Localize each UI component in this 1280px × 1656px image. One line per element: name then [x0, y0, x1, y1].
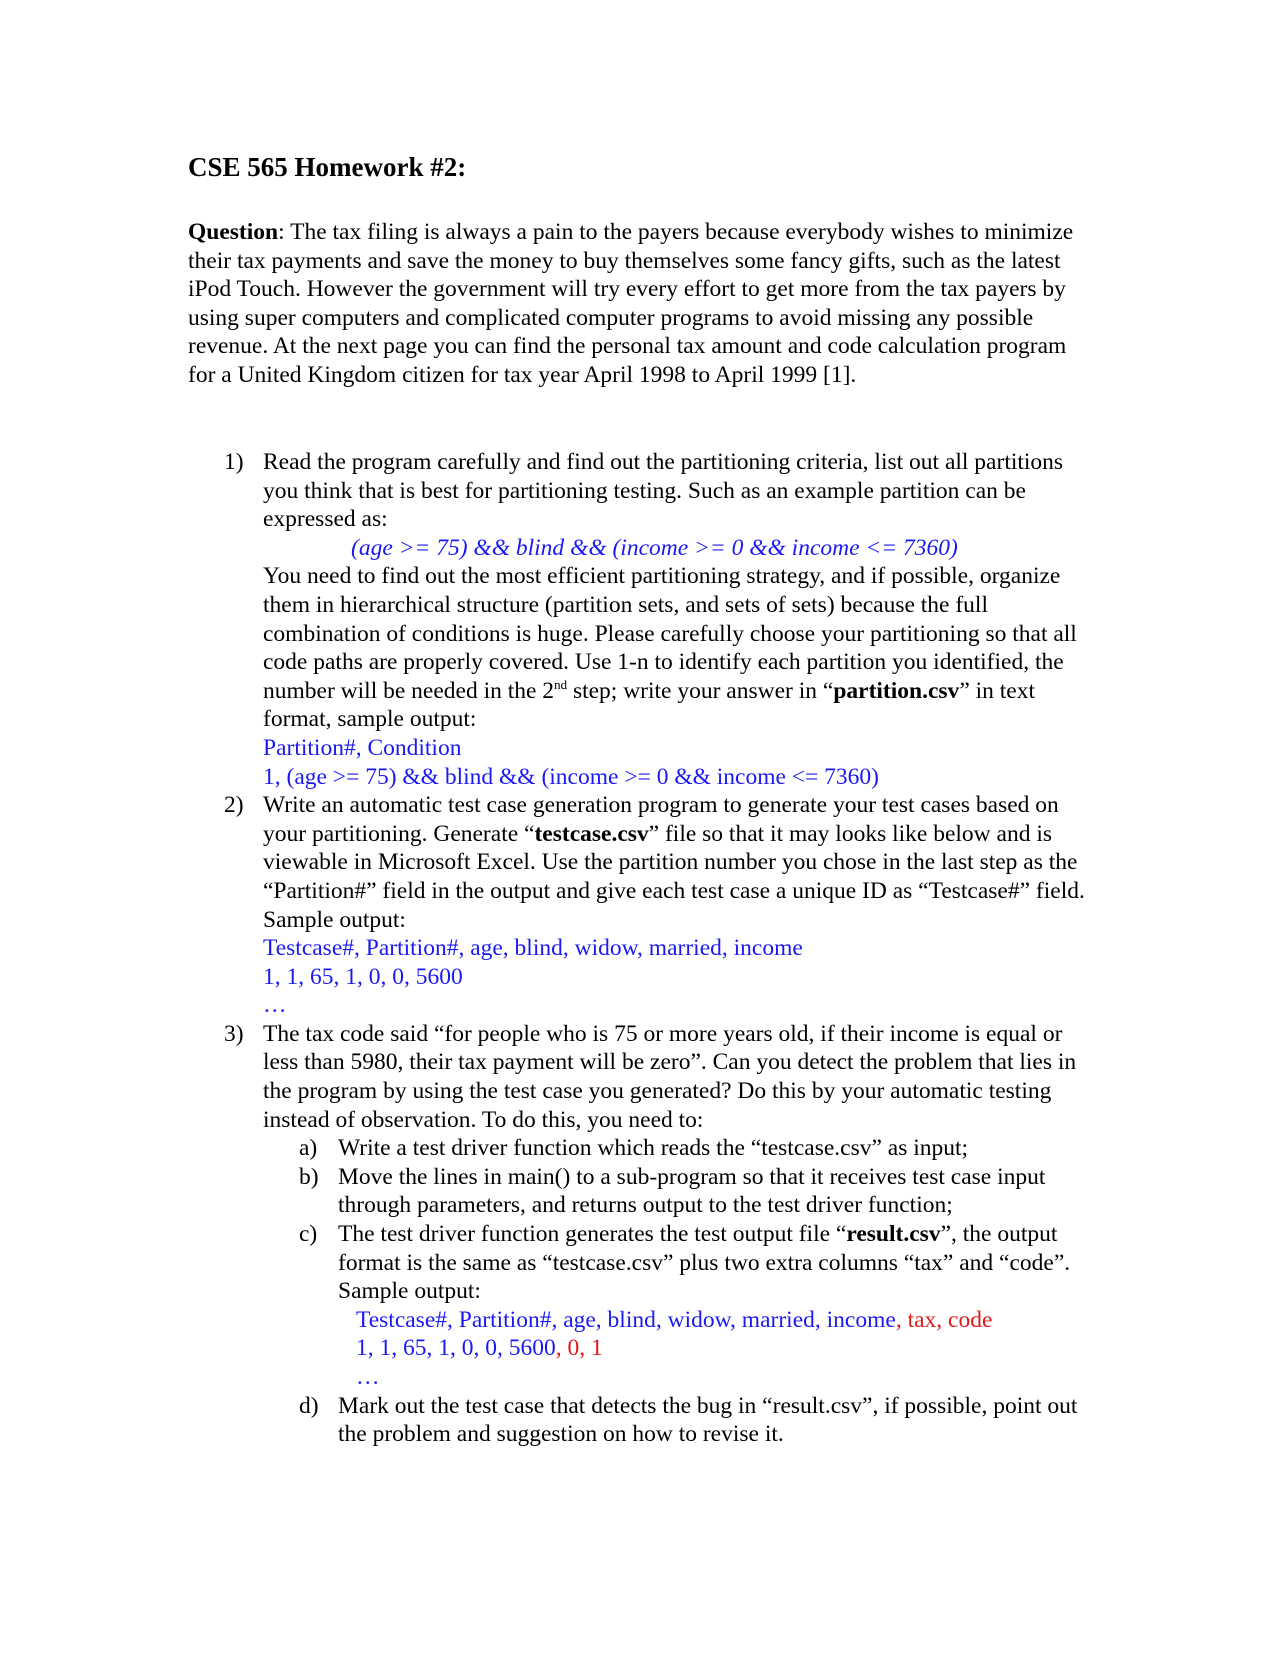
- q2-sample-row: 1, 1, 65, 1, 0, 0, 5600: [263, 963, 463, 990]
- question-label: Question: [188, 219, 279, 245]
- q3-sub-item-a-text: Write a test driver function which reads the “testcase.csv” as input;: [338, 1135, 969, 1162]
- list-item-3: [188, 1020, 1088, 1449]
- q1-file-name: partition.csv: [833, 677, 960, 704]
- list-item-2: [188, 791, 1088, 1020]
- q1-example-expression: (age >= 75) && blind && (income >= 0 && income <= 7360): [351, 534, 958, 561]
- q1-p2-part-c: ” in text format, sample output:: [263, 677, 1036, 733]
- list-item-3-number: 3): [224, 1020, 244, 1047]
- intro-text: : The tax filing is always a pain to the payers because everybody wishes to minimize their tax payments and save the money to buy themselves some fancy gifts, such as the latest iPod Touch. However the government will try every effort to get more from the tax payers by using super computers and complicated computer programs to avoid missing any possible revenue. At the next page you can find the personal tax amount and code calculation program for a United Kingdom citizen for tax year April 1998 to April 1999 [1].: [188, 219, 1074, 388]
- q3-c-sample-row: [338, 1334, 1088, 1363]
- q3-sub-item-a-number: a): [299, 1135, 318, 1162]
- intro-paragraph: [188, 218, 1088, 390]
- q3-sub-item-c-number: c): [299, 1221, 318, 1248]
- q3-sub-item-b: [263, 1163, 1088, 1220]
- q1-paragraph-1: Read the program carefully and find out the partitioning criteria, list out all partitions you think that is best for partitioning testing. Such as an example partition can be expressed as:: [263, 449, 1064, 533]
- q3-c-header-blue: Testcase#, Partition#, age, blind, widow, married, income: [356, 1306, 896, 1333]
- q3-c-part-a: The test driver function generates the test output file “: [338, 1221, 847, 1248]
- q2-file-name: testcase.csv: [534, 820, 649, 847]
- q2-paragraph: [263, 791, 1088, 934]
- q3-sub-item-b-text: Move the lines in main() to a sub-program so that it receives test case input through parameters, and returns output to the test driver function;: [338, 1163, 1046, 1219]
- q1-p2-superscript: nd: [554, 676, 568, 692]
- question-list: [188, 448, 1088, 1449]
- q2-p1-part-a: Write an automatic test case generation program to generate your test cases based on your partitioning. Generate “: [263, 792, 1059, 847]
- q1-paragraph-2: [263, 562, 1088, 734]
- q3-sub-item-d: [263, 1392, 1088, 1449]
- q3-c-row-blue: 1, 1, 65, 1, 0, 0, 5600: [356, 1335, 556, 1362]
- q2-ellipsis: …: [263, 992, 287, 1019]
- q3-sub-item-d-number: d): [299, 1392, 319, 1419]
- q3-c-part-b: ”, the output format is the same as “testcase.csv” plus two extra columns “tax” and “code”. Sample output:: [338, 1221, 1071, 1305]
- q3-c-row-red: , 0, 1: [555, 1335, 603, 1362]
- q1-p2-part-a: You need to find out the most efficient partitioning strategy, and if possible, organize them in hierarchical structure (partition sets, and sets of sets) because the full combination of conditions is huge. Please carefully choose your partitioning so that all code paths are properly covered. Use 1-n to identify each partition you identified, the number will be needed in the 2: [263, 563, 1077, 704]
- list-item-1-number: 1): [224, 449, 244, 475]
- list-item-1: [188, 448, 1088, 791]
- q2-sample-header: Testcase#, Partition#, age, blind, widow, married, income: [263, 935, 803, 962]
- q3-sub-item-d-text: Mark out the test case that detects the bug in “result.csv”, if possible, point out the problem and suggestion on how to revise it.: [338, 1392, 1078, 1448]
- q3-sub-item-c: [263, 1220, 1088, 1392]
- q3-sub-item-b-number: b): [299, 1163, 319, 1190]
- q2-p1-part-b: ” file so that it may looks like below and is viewable in Microsoft Excel. Use the partition number you chose in the last step as the “Partition#” field in the output and give each test case a unique ID as “Testcase#” field. Sample output:: [263, 820, 1085, 933]
- q1-sample-header: Partition#, Condition: [263, 734, 462, 761]
- list-item-2-number: 2): [224, 792, 244, 819]
- q3-c-file-name: result.csv: [846, 1221, 941, 1248]
- q3-sub-item-a: [263, 1134, 1088, 1163]
- q1-sample-row: 1, (age >= 75) && blind && (income >= 0 && income <= 7360): [263, 763, 880, 790]
- page-title: CSE 565 Homework #2:: [188, 152, 467, 182]
- q1-p2-part-b: step; write your answer in “: [567, 677, 834, 704]
- q3-c-header-red: , tax, code: [895, 1306, 993, 1333]
- q3-paragraph: The tax code said “for people who is 75 or more years old, if their income is equal or less than 5980, their tax payment will be zero”. Can you detect the problem that lies in the program by using the test case you generated? Do this by your automatic testing instead of observation. To do this, you need to:: [263, 1020, 1077, 1133]
- q3-c-sample-header: [338, 1306, 1088, 1335]
- q3-sub-item-c-text: [338, 1220, 1088, 1306]
- q3-c-ellipsis: …: [356, 1364, 380, 1390]
